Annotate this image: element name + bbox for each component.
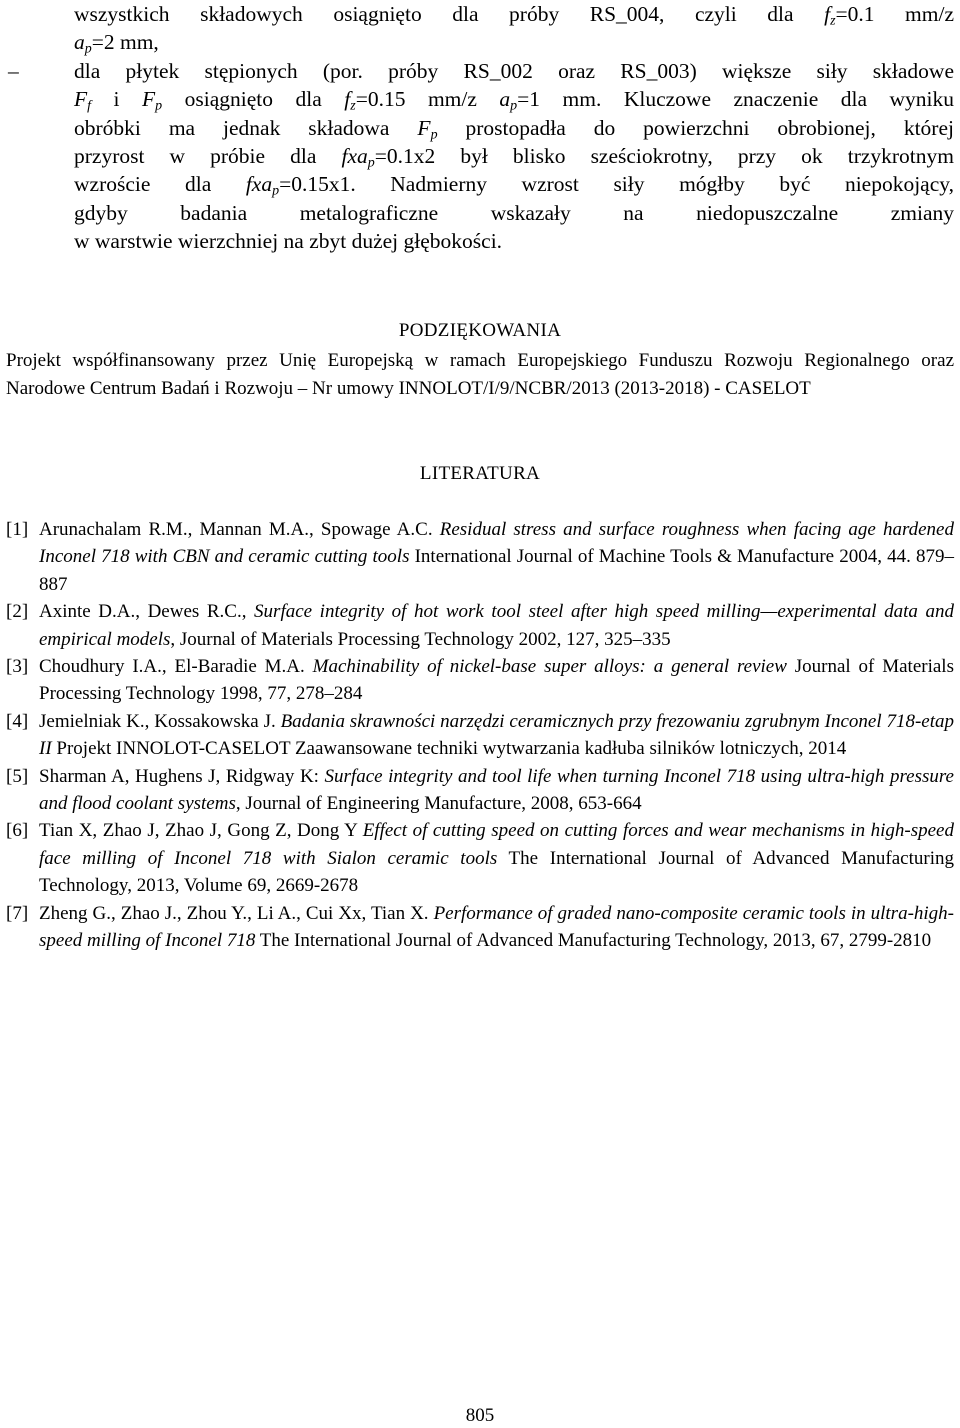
reference-item	[6, 598, 954, 653]
reference-authors: Tian X, Zhao J, Zhao J, Gong Z, Dong Y	[39, 820, 363, 842]
reference-title: Surface integrity and tool life when turning Inconel 718 using ultra-high pressure and flood coolant systems	[39, 765, 954, 815]
reference-item	[6, 708, 954, 763]
reference-authors: Axinte D.A., Dewes R.C.,	[39, 601, 255, 623]
reference-authors: Arunachalam R.M., Mannan M.A., Spowage A.C.	[39, 519, 440, 540]
page-number: 805	[465, 1405, 495, 1426]
results-paragraph	[8, 0, 955, 256]
text-line: gdyby badania metalograficzne wskazały na niedopuszczalne zmiany	[74, 200, 954, 225]
reference-number: [2]	[6, 601, 29, 623]
reference-authors: Jemielniak K., Kossakowska J.	[39, 710, 281, 732]
reference-title: Residual stress and surface roughness when facing age hardened Inconel 718 with CBN and ceramic cutting tools	[39, 519, 954, 568]
reference-number: [6]	[6, 820, 29, 842]
reference-authors: Zheng G., Zhao J., Zhou Y., Li A., Cui Xx, Tian X.	[39, 902, 434, 924]
reference-list	[6, 516, 954, 955]
reference-title: Surface integrity of hot work tool steel after high speed milling—experimental data and empirical models	[39, 601, 955, 650]
reference-item	[6, 817, 954, 899]
reference-number: [3]	[6, 656, 29, 678]
reference-title: Badania skrawności narzędzi ceramicznych przy frezowaniu zgrubnym Inconel 718-etap II	[39, 710, 954, 760]
text-line: wszystkich składowych osiągnięto dla próby RS_004, czyli dla $f_z=0.1$ mm/z	[74, 2, 955, 29]
reference-source: Projekt INNOLOT-CASELOT Zaawansowane techniki wytwarzania kadłuba silników lotniczych, 2014	[51, 738, 847, 760]
reference-source: The International Journal of Advanced Manufacturing Technology, 2013, Volume 69, 2669-2678	[39, 847, 954, 897]
reference-item	[6, 900, 954, 955]
reference-number: [1]	[6, 519, 29, 540]
reference-item	[6, 516, 954, 598]
reference-source: International Journal of Machine Tools & Manufacture 2004, 44. 879–887	[39, 546, 954, 595]
reference-number: [5]	[6, 765, 29, 787]
reference-item	[6, 763, 954, 818]
text-line: obróbki ma jednak składowa $F_p$ prostopadła do powierzchni obrobionej, której	[74, 115, 954, 143]
bullet-item: – dla płytek stępionych (por. próby RS_002 oraz RS_003) większe siły składowe	[74, 57, 954, 85]
text-line: $a_p=2$ mm,	[74, 30, 159, 57]
reference-title: Performance of graded nano-composite ceramic tools in ultra-high-speed milling of Inconel 718	[39, 902, 954, 952]
reference-source: Journal of Materials Processing Technology 1998, 77, 278–284	[39, 656, 954, 705]
reference-authors: Sharman A, Hughens J, Ridgway K:	[39, 765, 325, 787]
acknowledgements-text: Projekt współfinansowany przez Unię Europejską w ramach Europejskiego Funduszu Rozwoju Regionalnego oraz Narodowe Centrum Badań i Rozwoju – Nr umowy INNOLOT/I/9/NCBR/2013 (2013-2018) - CASELOT	[6, 350, 954, 399]
reference-source: , Journal of Engineering Manufacture, 2008, 653-664	[235, 793, 642, 815]
acknowledgements-heading: PODZIĘKOWANIA	[398, 320, 562, 341]
reference-title: Effect of cutting speed on cutting forces and wear mechanisms in high-speed face milling of Inconel 718 with Sialon ceramic tools	[39, 820, 954, 869]
reference-authors: Choudhury I.A., El-Baradie M.A.	[39, 656, 313, 678]
reference-item	[6, 653, 954, 708]
reference-source: The International Journal of Advanced Manufacturing Technology, 2013, 67, 2799-2810	[255, 930, 932, 952]
literature-heading: LITERATURA	[419, 463, 541, 484]
reference-number: [4]	[6, 710, 29, 732]
dash-bullet: –	[8, 58, 19, 83]
text-line: przyrost w próbie dla fxa$_p$=0.1x2 był blisko sześciokrotny, przy ok trzykrotnym	[74, 144, 954, 171]
reference-number: [7]	[6, 902, 29, 924]
reference-title: Machinability of nickel-base super alloys: a general review	[312, 656, 787, 678]
text-line: w warstwie wierzchniej na zbyt dużej głębokości.	[74, 229, 503, 254]
reference-source: , Journal of Materials Processing Technology 2002, 127, 325–335	[170, 628, 671, 650]
text-line: $F_f$ i $F_p$ osiągnięto dla $f_z=0.15$ mm/z $a_p=1$ mm. Kluczowe znaczenie dla wyniku	[74, 87, 954, 114]
text-line: wzroście dla fxa$_p$=0.15x1. Nadmierny wzrost siły mógłby być niepokojący,	[74, 172, 954, 199]
